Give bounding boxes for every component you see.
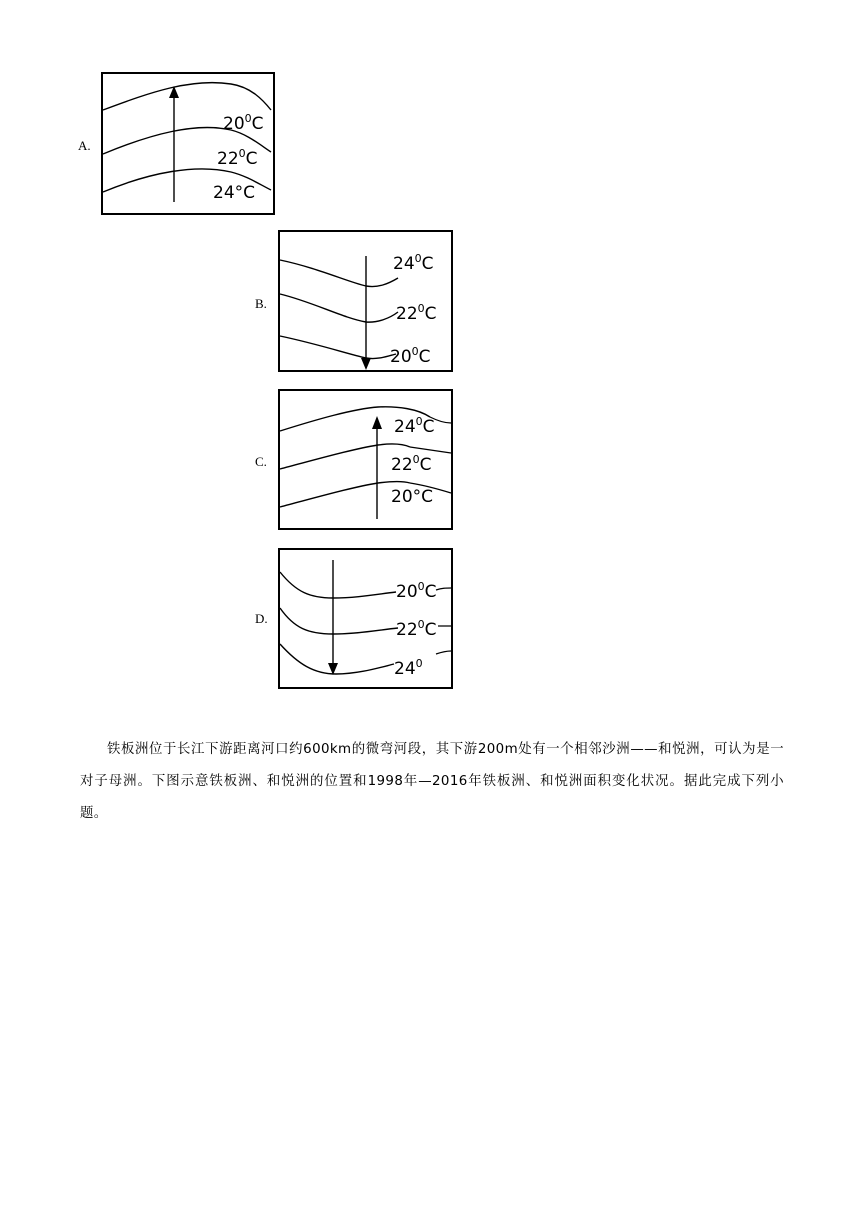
isotherm-line-tails: [436, 588, 451, 654]
isotherm-label: $24^0$: [394, 657, 423, 679]
option-d-label: D.: [255, 611, 268, 626]
isotherm-label: $22^0C$: [217, 147, 258, 169]
isotherm-label: $20^0C$: [223, 112, 264, 134]
isotherm-line-middle: [280, 294, 398, 322]
diagram-frame: [279, 549, 452, 688]
isotherm-line-lower: [280, 336, 396, 359]
isotherm-line-upper: [280, 572, 396, 598]
isotherm-line-upper: [103, 83, 271, 110]
isotherm-label: $22^0C$: [396, 618, 437, 640]
option-b-label: B.: [255, 296, 267, 311]
isotherm-diagram-a: [101, 72, 275, 215]
option-b-diagram: [278, 230, 453, 372]
isotherm-label: $22^0C$: [396, 302, 437, 324]
isotherm-diagram-d: [278, 548, 453, 689]
isotherm-label: $20^0C$: [390, 345, 431, 367]
isotherm-label: $24^0C$: [393, 252, 434, 274]
option-c-label: C.: [255, 454, 267, 469]
arrow-up-icon: [372, 416, 382, 429]
option-a-diagram: [101, 72, 275, 215]
arrow-down-icon: [361, 358, 371, 370]
isotherm-line-upper: [280, 260, 398, 287]
isotherm-label: $24^0C$: [394, 415, 435, 437]
isotherm-line-middle: [280, 608, 398, 634]
isotherm-line-lower: [280, 644, 394, 674]
isotherm-label: $20^0C$: [396, 580, 437, 602]
isotherm-label: $22^0C$: [391, 453, 432, 475]
question-passage: 铁板洲位于长江下游距离河口约600km的微弯河段，其下游200m处有一个相邻沙洲——和悦洲，可认为是一对子母洲。下图示意铁板洲、和悦洲的位置和1998年—2016年铁板洲、和悦洲面积变化状况。据此完成下列小题。: [80, 742, 784, 821]
isotherm-diagram-b: [278, 230, 453, 372]
isotherm-label: 24°C: [213, 183, 256, 203]
option-a-label: A.: [78, 138, 91, 153]
option-c-diagram: [278, 389, 453, 530]
isotherm-diagram-c: [278, 389, 453, 530]
option-d-diagram: [278, 548, 453, 689]
isotherm-label: 20°C: [391, 487, 434, 507]
